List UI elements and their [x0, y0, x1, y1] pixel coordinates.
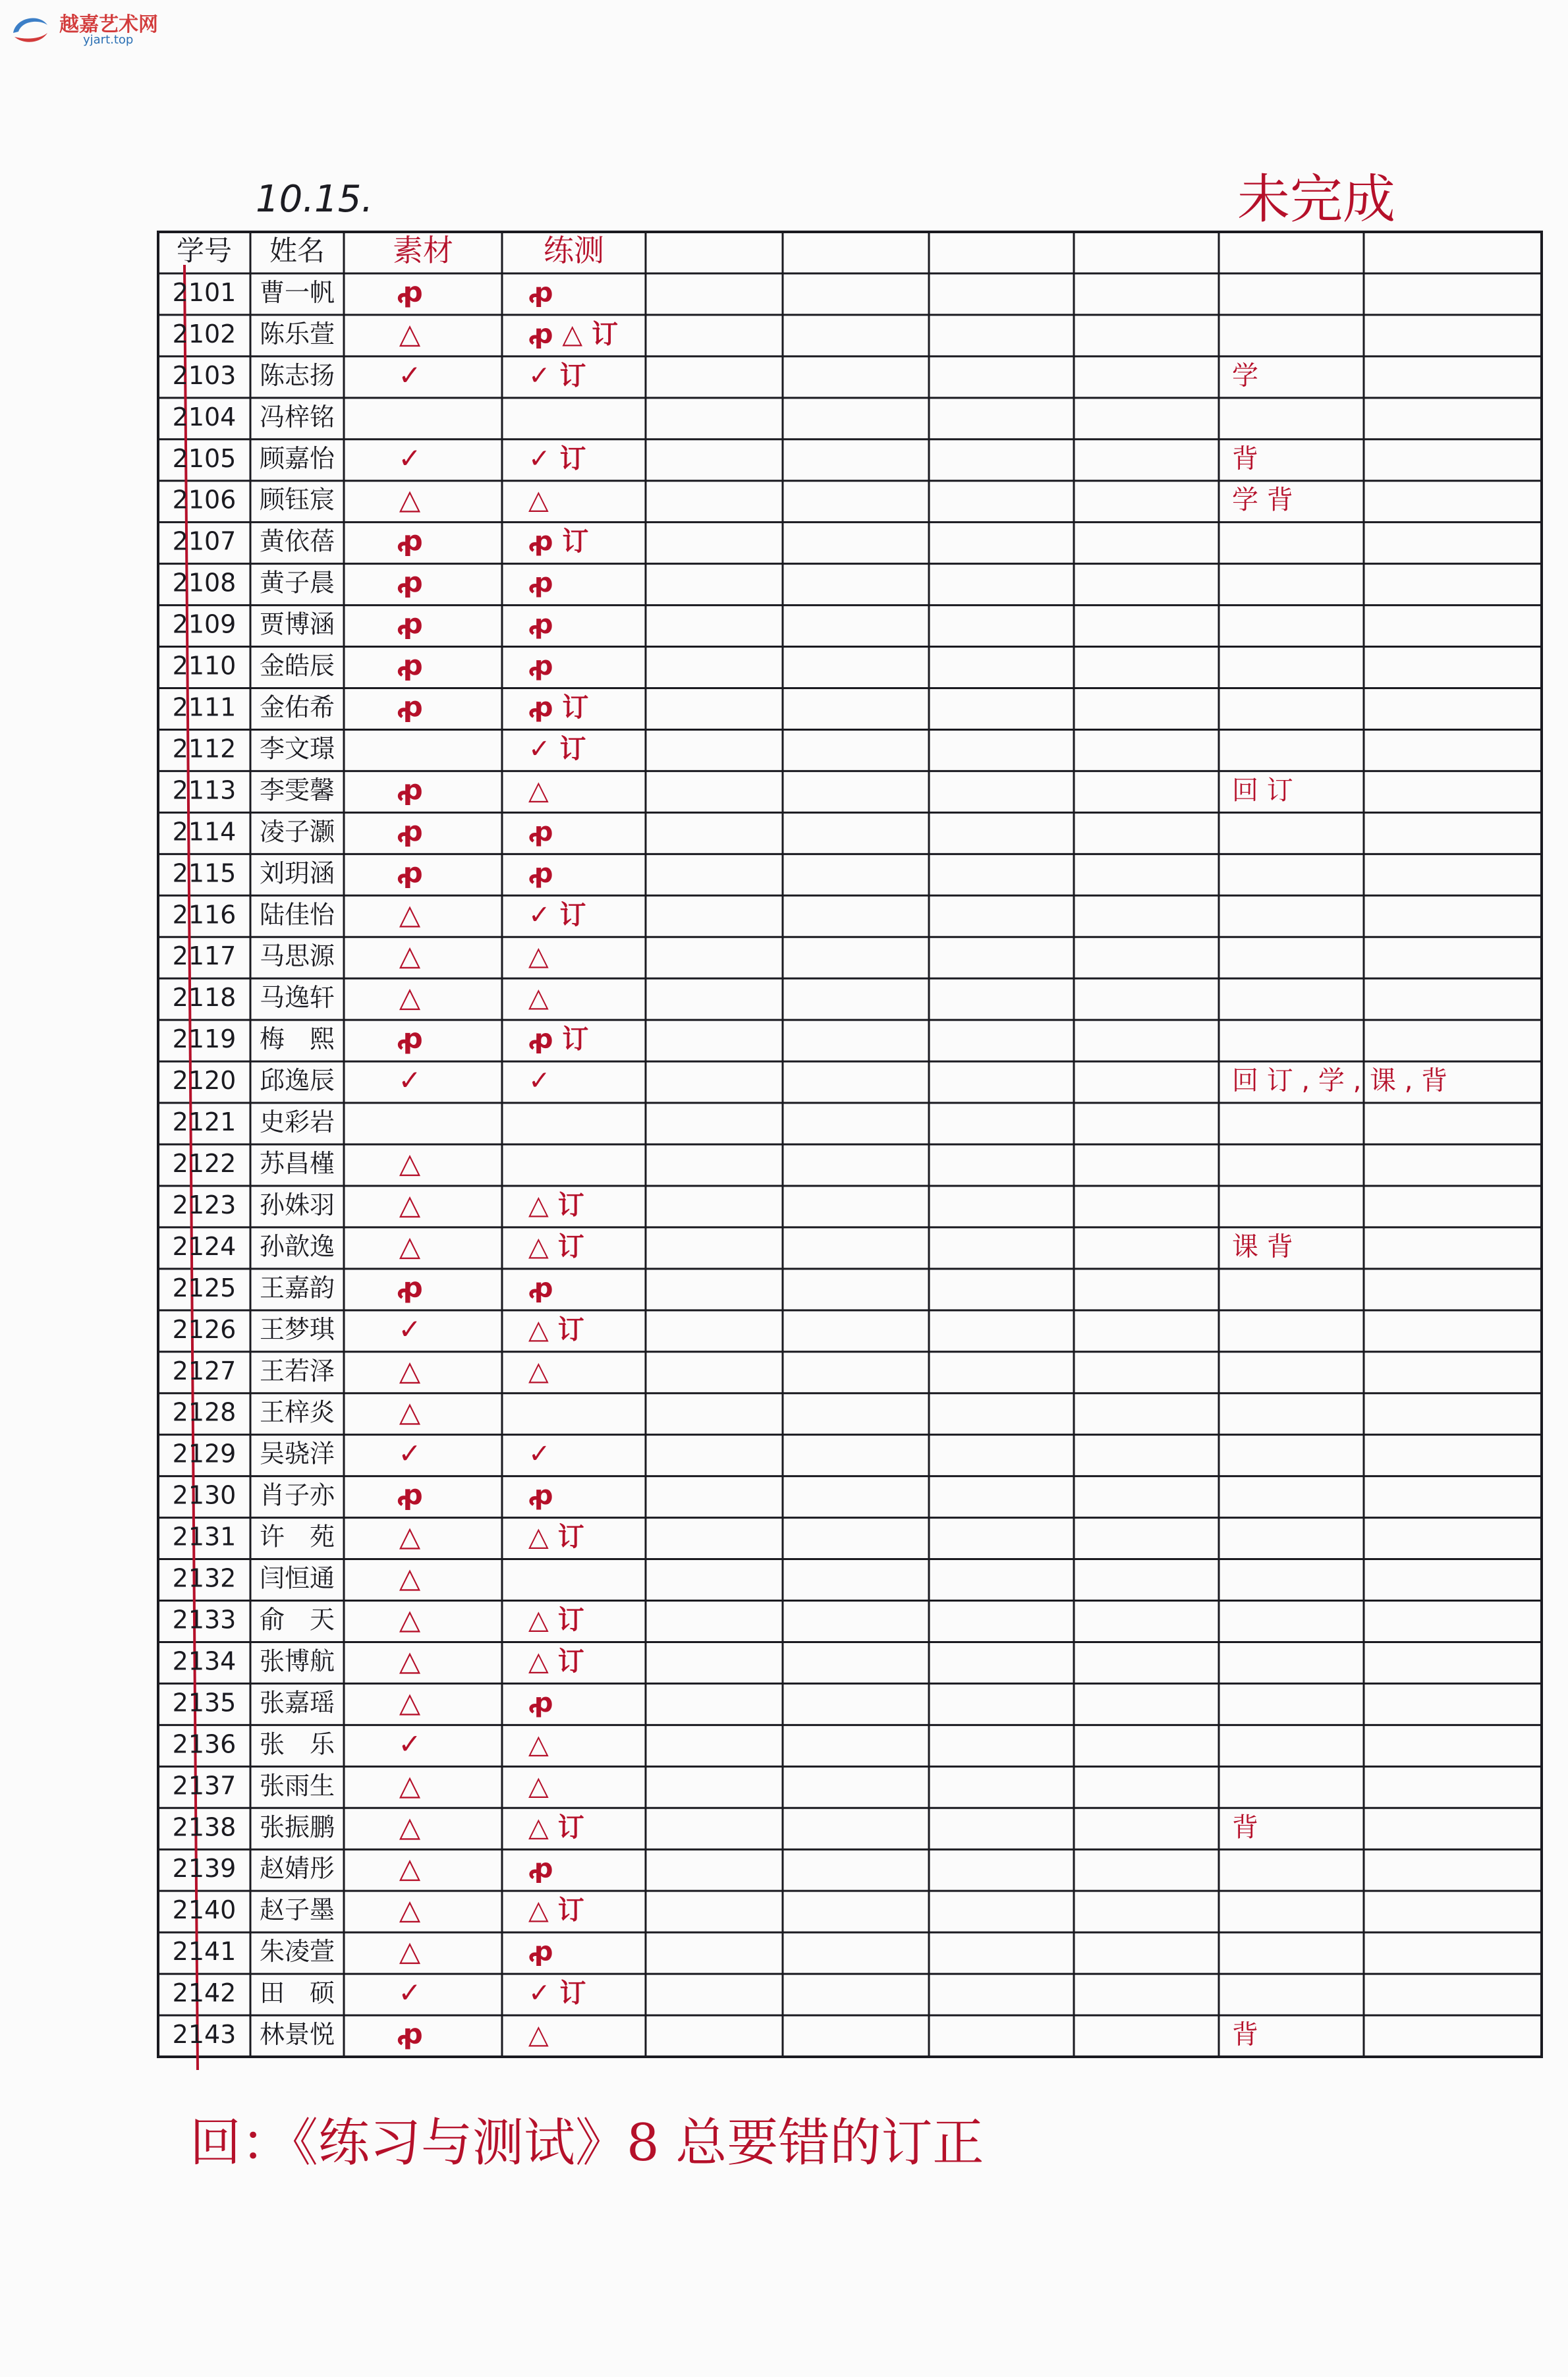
watermark-url: yjart.top	[83, 33, 134, 47]
material-mark: △	[399, 1520, 421, 1553]
table-row	[173, 1479, 553, 1511]
material-mark: △	[399, 1146, 421, 1179]
remark-note: 学 背	[1232, 485, 1293, 516]
student-name: 顾嘉怡	[259, 443, 335, 473]
remark-note: 背	[1232, 1812, 1258, 1843]
table-row	[173, 1810, 1258, 1843]
remark-note: 背	[1232, 2019, 1258, 2050]
practice-mark: △	[528, 1356, 549, 1387]
student-id: 2113	[172, 775, 237, 805]
student-name: 许 苑	[259, 1522, 335, 1552]
table-row	[173, 2018, 1258, 2050]
remark-note: 回 订	[1232, 775, 1293, 806]
material-mark: ✓	[398, 1976, 422, 2009]
material-mark: ✓	[398, 441, 422, 474]
practice-mark: △	[528, 775, 549, 806]
student-name: 梅 熙	[259, 1024, 335, 1054]
student-id: 2130	[172, 1480, 237, 1510]
table-row	[173, 1644, 584, 1677]
student-id: 2129	[172, 1439, 237, 1468]
material-mark: ꝓ	[397, 1271, 423, 1304]
practice-mark: ꝓ	[528, 1273, 553, 1304]
practice-mark: △ 订	[528, 1646, 584, 1677]
practice-mark: ✓ 订	[528, 1978, 586, 2009]
student-name: 闫恒通	[259, 1563, 335, 1593]
student-id: 2111	[172, 692, 237, 722]
practice-mark: ꝓ	[528, 816, 553, 847]
status-note: 未完成	[1237, 169, 1395, 230]
student-id: 2140	[172, 1895, 237, 1925]
student-id: 2118	[172, 983, 237, 1013]
practice-mark: ꝓ	[528, 1687, 553, 1718]
table-row	[173, 1603, 584, 1635]
student-id: 2141	[172, 1937, 237, 1967]
student-name: 金佑希	[259, 692, 335, 722]
practice-mark: ꝓ 订	[528, 1024, 589, 1055]
material-mark: ꝓ	[397, 690, 423, 723]
student-id: 2124	[172, 1231, 237, 1261]
material-mark: ✓	[398, 1437, 422, 1470]
table-row	[173, 1064, 1448, 1096]
material-mark: ꝓ	[397, 815, 423, 848]
table-row	[173, 1438, 551, 1470]
table-row	[173, 1562, 421, 1594]
student-id: 2117	[172, 941, 237, 971]
student-name: 赵子墨	[259, 1895, 335, 1925]
student-name: 张嘉瑶	[259, 1688, 335, 1718]
table-row	[173, 1188, 584, 1221]
practice-mark: ꝓ	[528, 651, 553, 682]
student-name: 田 硕	[259, 1978, 335, 2008]
material-mark: △	[399, 483, 421, 516]
table-row	[173, 1852, 553, 1884]
practice-mark: △	[528, 485, 549, 516]
student-id: 2143	[172, 2020, 237, 2050]
student-id: 2106	[172, 485, 237, 515]
material-mark: △	[399, 1852, 421, 1885]
practice-mark: ꝓ	[528, 568, 553, 599]
student-id: 2142	[172, 1978, 237, 2008]
practice-mark: △	[528, 1770, 549, 1801]
student-id: 2131	[172, 1522, 237, 1552]
table-row	[173, 773, 1293, 806]
practice-mark: ꝓ	[528, 277, 553, 308]
student-id: 2115	[172, 858, 237, 888]
student-name: 陈志扬	[259, 360, 335, 390]
practice-mark: △	[528, 941, 549, 972]
table-row	[173, 1727, 549, 1760]
student-id: 2133	[172, 1605, 237, 1635]
student-id: 2112	[172, 734, 237, 764]
table-row	[173, 608, 553, 640]
table-row	[173, 1107, 335, 1136]
student-id: 2139	[172, 1854, 237, 1884]
student-id: 2127	[172, 1356, 237, 1385]
header-practice-test: 练测	[544, 232, 604, 268]
material-mark: ꝓ	[397, 856, 423, 889]
material-mark: △	[399, 1395, 421, 1428]
student-name: 苏昌槿	[259, 1148, 335, 1178]
student-name: 孙姝羽	[259, 1190, 335, 1219]
student-id: 2101	[172, 277, 237, 307]
student-name: 史彩岩	[259, 1107, 335, 1137]
material-mark: △	[399, 939, 421, 972]
material-mark: ꝓ	[397, 275, 423, 308]
remark-note: 回 订 , 学 , 课 , 背	[1232, 1065, 1448, 1096]
table-row	[173, 403, 335, 432]
practice-mark: △ 订	[528, 1522, 584, 1553]
student-id: 2103	[172, 360, 237, 390]
table-row	[173, 1935, 553, 1967]
practice-mark: ꝓ	[528, 609, 553, 640]
student-name: 贾博涵	[259, 609, 335, 639]
material-mark: ꝓ	[397, 1478, 423, 1511]
student-name: 冯梓铭	[259, 402, 335, 432]
student-name: 李雯馨	[259, 775, 335, 805]
table-row	[173, 1396, 421, 1428]
table-row	[173, 276, 553, 308]
student-name: 孙歆逸	[259, 1231, 335, 1261]
practice-mark: △ 订	[528, 1231, 584, 1262]
student-name: 朱凌萱	[259, 1937, 335, 1967]
table-row	[173, 690, 589, 723]
material-mark: ✓	[398, 1064, 422, 1097]
practice-mark: △ 订	[528, 1812, 584, 1843]
student-id: 2107	[172, 526, 237, 556]
student-id: 2102	[172, 319, 237, 349]
student-name: 顾钰宸	[259, 485, 335, 515]
student-id: 2135	[172, 1688, 237, 1718]
student-name: 王梓炎	[259, 1397, 335, 1427]
student-name: 王若泽	[259, 1356, 335, 1385]
remark-note: 课 背	[1232, 1231, 1293, 1262]
table-row	[173, 567, 553, 599]
date-note: 10.15.	[256, 178, 374, 221]
practice-mark: △ 订	[528, 1604, 584, 1635]
student-name: 凌子灏	[259, 817, 335, 847]
material-mark: ꝓ	[397, 773, 423, 806]
student-id: 2138	[172, 1812, 237, 1842]
student-id: 2132	[172, 1563, 237, 1593]
student-id: 2108	[172, 568, 237, 598]
header-student-id: 学号	[176, 234, 233, 267]
header-name: 姓名	[269, 234, 325, 267]
header-material: 素材	[393, 232, 453, 268]
material-mark: △	[399, 1229, 421, 1262]
practice-mark: △ 订	[528, 1895, 584, 1926]
student-id: 2105	[172, 443, 237, 473]
material-mark: △	[399, 317, 421, 350]
table-row	[173, 939, 549, 972]
table-row	[173, 898, 586, 930]
student-name: 李文璟	[259, 734, 335, 764]
table-row	[173, 484, 1293, 516]
student-id: 2114	[172, 817, 237, 847]
student-id: 2116	[172, 900, 237, 930]
student-id: 2109	[172, 609, 237, 639]
student-id: 2122	[172, 1148, 237, 1178]
table-row	[173, 318, 618, 350]
student-name: 刘玥涵	[259, 858, 335, 888]
material-mark: △	[399, 898, 421, 931]
student-name: 林景悦	[259, 2020, 335, 2050]
student-id: 2137	[172, 1771, 237, 1801]
student-name: 赵婧彤	[259, 1854, 335, 1884]
student-name: 张雨生	[259, 1771, 335, 1801]
table-row	[173, 1686, 553, 1718]
student-name: 马逸轩	[259, 983, 335, 1013]
student-name: 邱逸辰	[259, 1066, 335, 1096]
table-row	[173, 1230, 1293, 1262]
practice-mark: ꝓ	[528, 1480, 553, 1511]
practice-mark: ꝓ	[528, 1853, 553, 1884]
table-row	[173, 442, 1258, 474]
student-name: 张 乐	[259, 1729, 335, 1759]
student-name: 黄依蓓	[259, 526, 335, 556]
material-mark: ꝓ	[397, 649, 423, 682]
material-mark: △	[399, 1810, 421, 1843]
material-mark: △	[399, 1644, 421, 1677]
student-name: 曹一帆	[259, 277, 335, 307]
student-id: 2128	[172, 1397, 237, 1427]
student-id: 2136	[172, 1729, 237, 1759]
practice-mark: ꝓ	[528, 1936, 553, 1967]
student-id: 2120	[172, 1066, 237, 1096]
material-mark: ✓	[398, 1727, 422, 1760]
practice-mark: ✓ 订	[528, 899, 586, 930]
practice-mark: △	[528, 2019, 549, 2050]
material-mark: △	[399, 1561, 421, 1594]
practice-mark: △ 订	[528, 1314, 584, 1345]
practice-mark: ꝓ △ 订	[528, 319, 619, 350]
table-row	[173, 1147, 421, 1179]
student-name: 吴骁洋	[259, 1439, 335, 1468]
student-id: 2123	[172, 1190, 237, 1219]
student-name: 张博航	[259, 1646, 335, 1676]
table-row	[173, 1893, 584, 1926]
practice-mark: △ 订	[528, 1190, 584, 1221]
practice-mark: ✓	[528, 1065, 551, 1096]
practice-mark: ꝓ	[528, 858, 553, 889]
table-row	[173, 525, 589, 557]
student-id: 2126	[172, 1314, 237, 1344]
material-mark: ꝓ	[397, 566, 423, 599]
table-row	[173, 981, 549, 1013]
material-mark: ꝓ	[397, 607, 423, 640]
table-row	[173, 1521, 584, 1553]
student-id: 2104	[172, 402, 237, 432]
material-mark: △	[399, 1686, 421, 1719]
practice-mark: ✓	[528, 1439, 551, 1470]
practice-mark: ꝓ 订	[528, 526, 589, 557]
student-name: 张振鹏	[259, 1812, 335, 1842]
student-name: 陆佳怡	[259, 900, 335, 930]
practice-mark: △	[528, 982, 549, 1013]
table-row	[173, 650, 553, 682]
material-mark: ꝓ	[397, 1022, 423, 1055]
student-name: 王梦琪	[259, 1314, 335, 1344]
practice-mark: ✓ 订	[528, 360, 586, 391]
practice-mark: △	[528, 1729, 549, 1760]
material-mark: ✓	[398, 1312, 422, 1345]
watermark-site-name: 越嘉艺术网	[59, 13, 158, 36]
remark-note: 背	[1232, 443, 1258, 474]
student-id: 2125	[172, 1273, 237, 1302]
table-grid	[158, 232, 1542, 2057]
practice-mark: ✓ 订	[528, 443, 586, 474]
student-name: 金皓辰	[259, 651, 335, 681]
table-row	[173, 1769, 549, 1801]
student-name: 王嘉韵	[259, 1273, 335, 1302]
student-name: 陈乐萱	[259, 319, 335, 349]
material-mark: ꝓ	[397, 2018, 423, 2051]
table-row	[173, 856, 553, 889]
table-row	[173, 1272, 553, 1304]
practice-mark: ✓ 订	[528, 733, 586, 764]
material-mark: △	[399, 1188, 421, 1221]
table-row	[173, 359, 1258, 391]
material-mark: △	[399, 1893, 421, 1926]
material-mark: △	[399, 1354, 421, 1387]
table-row	[173, 1976, 586, 2009]
student-name: 黄子晨	[259, 568, 335, 598]
student-name: 马思源	[259, 941, 335, 971]
material-mark: ꝓ	[397, 524, 423, 557]
table-row	[173, 734, 586, 764]
table-row	[173, 1022, 589, 1055]
table-row	[173, 815, 553, 847]
material-mark: △	[399, 1603, 421, 1636]
footnote: 回：《练习与测试》8 总要错的订正	[190, 2113, 984, 2173]
remark-note: 学	[1232, 360, 1258, 391]
student-id: 2121	[172, 1107, 237, 1137]
practice-mark: ꝓ 订	[528, 692, 589, 723]
student-id: 2119	[172, 1024, 237, 1054]
student-name: 俞 天	[259, 1605, 335, 1635]
table-row	[173, 1313, 584, 1345]
material-mark: ✓	[398, 358, 422, 391]
table-row	[173, 1355, 549, 1387]
material-mark: △	[399, 1935, 421, 1968]
material-mark: △	[399, 981, 421, 1014]
student-id: 2134	[172, 1646, 237, 1676]
material-mark: △	[399, 1769, 421, 1802]
student-id: 2110	[172, 651, 237, 681]
student-name: 肖子亦	[259, 1480, 335, 1510]
